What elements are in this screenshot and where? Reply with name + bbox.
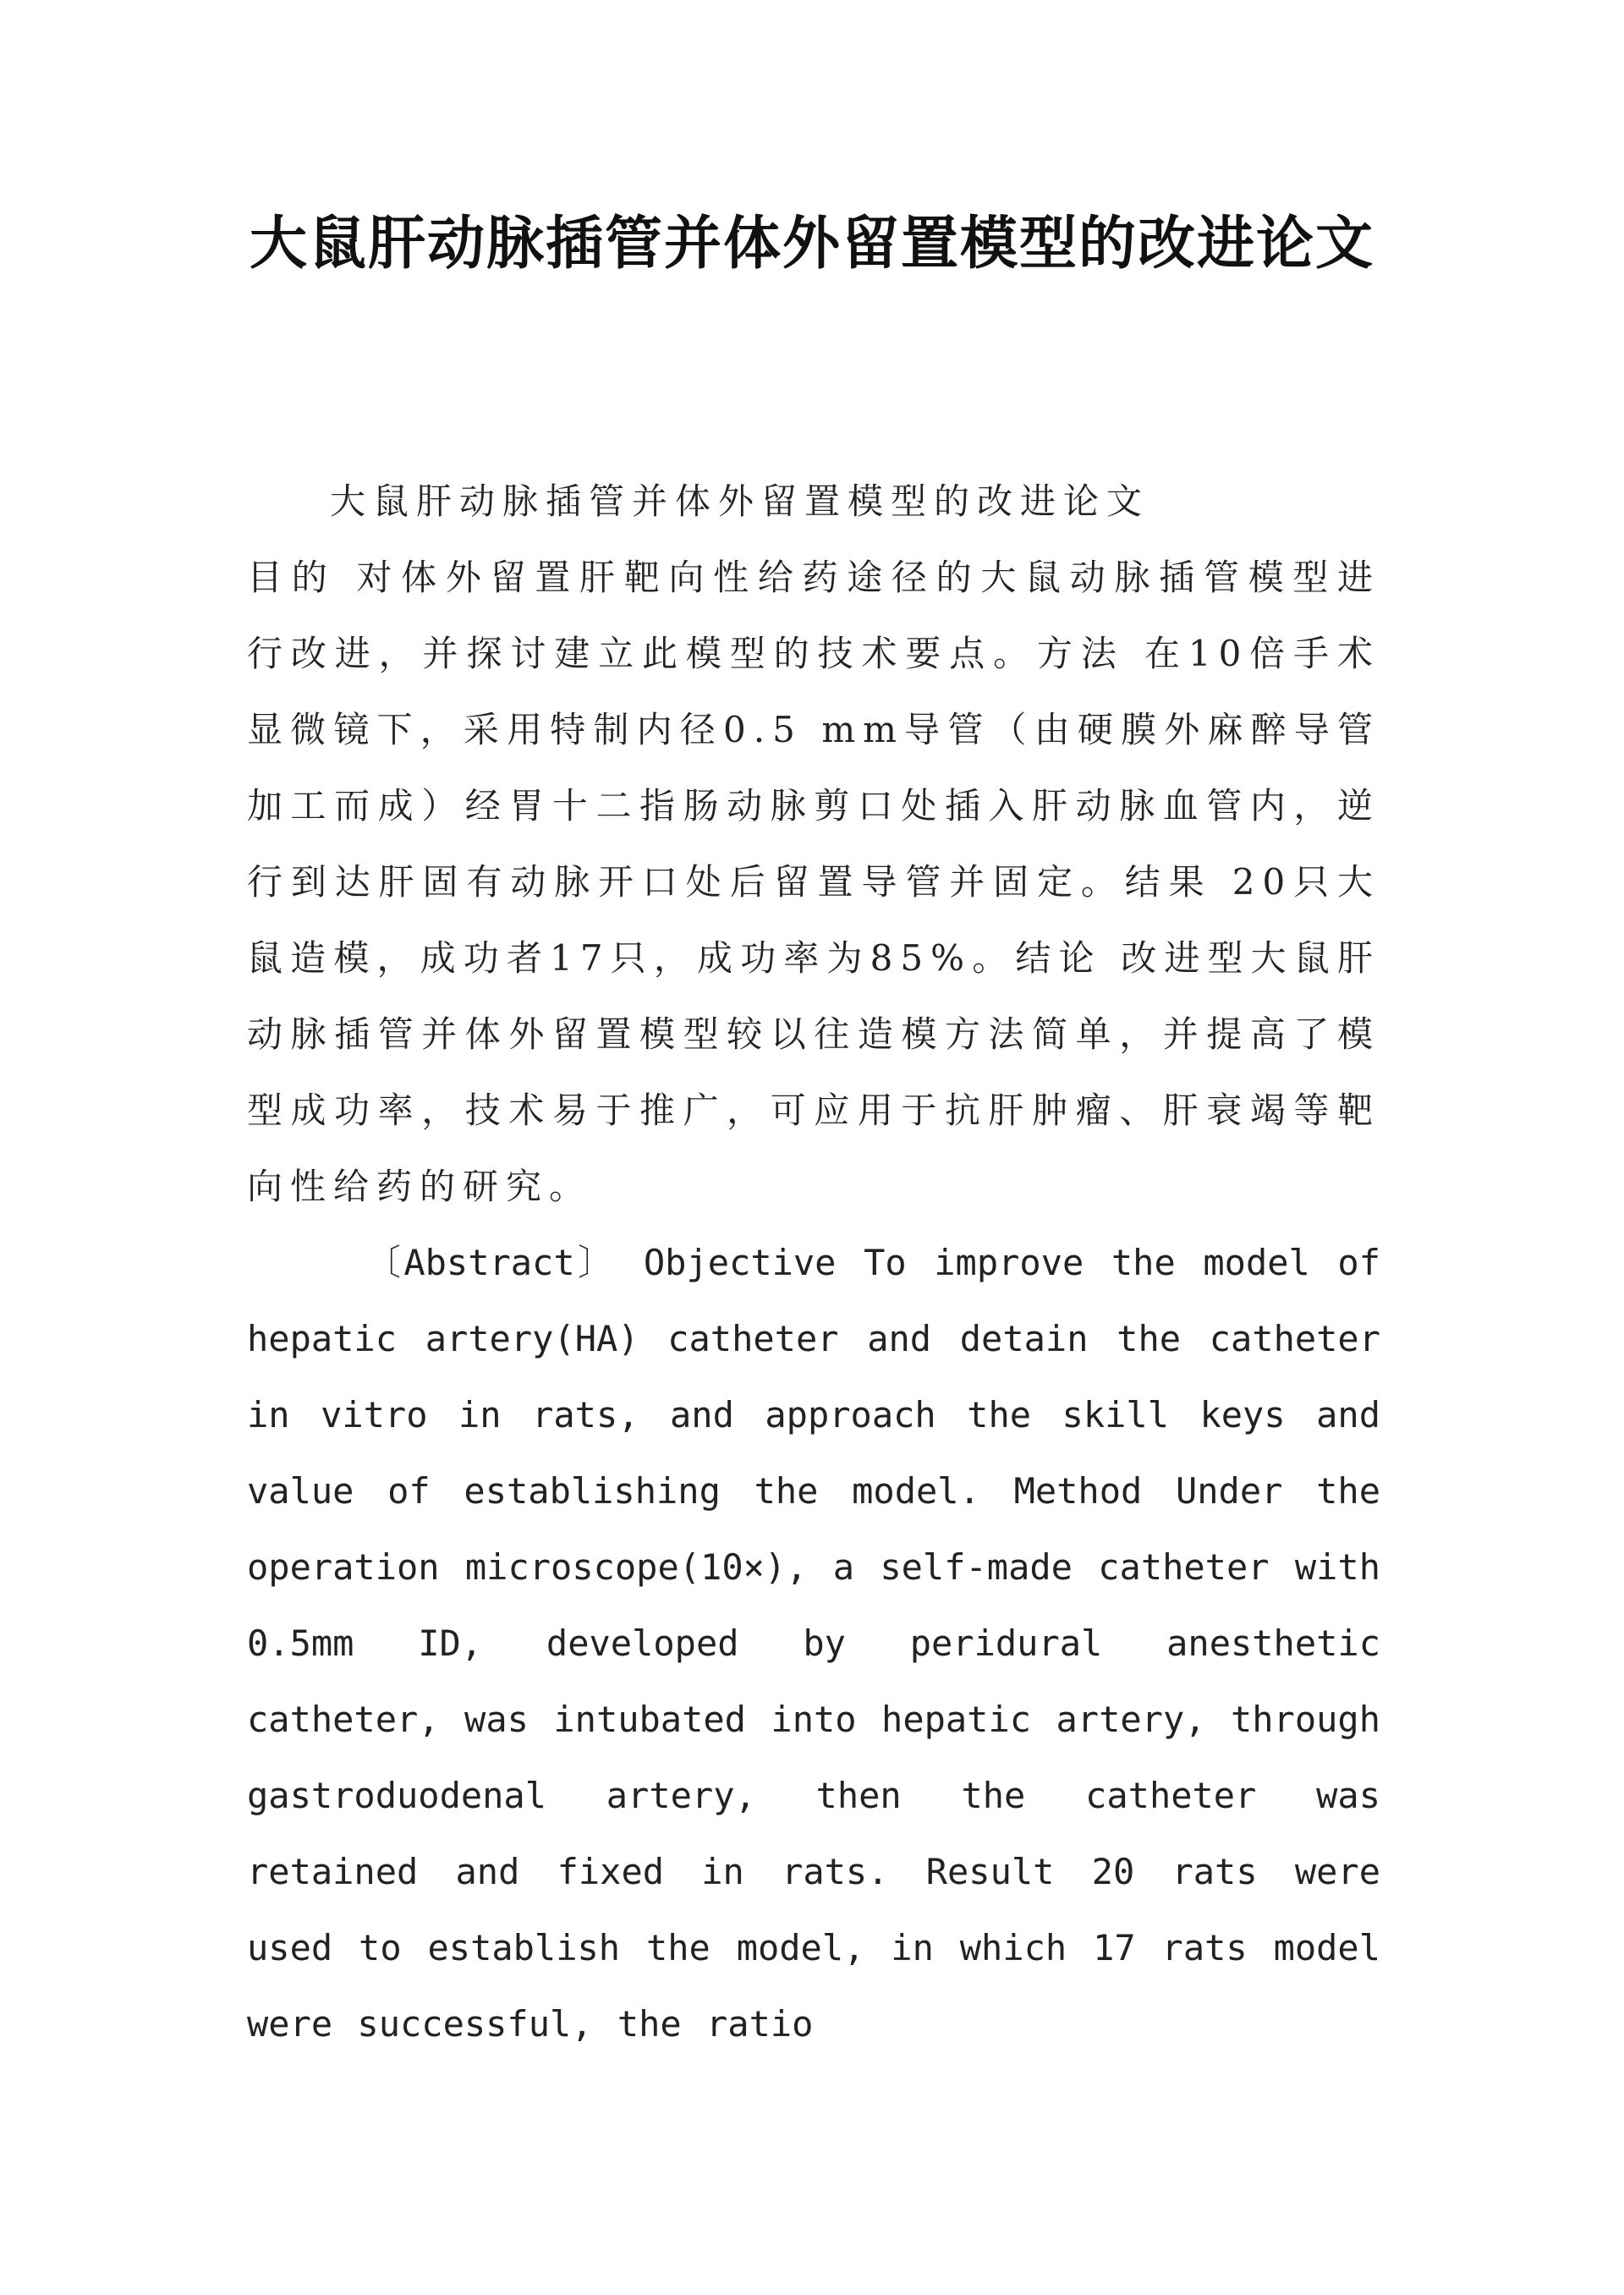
heading-repeat: 大鼠肝动脉插管并体外留置模型的改进论文 <box>330 480 1150 522</box>
english-abstract-paragraph: 〔Abstract〕 Objective To improve the model of hepatic artery(HA) catheter and detain the catheter in vitro in rats, and approach the skill keys and value of establishing the model. Method Under the operation microscope(10×), a self-made catheter with 0.5mm ID, developed by peridural anesthetic catheter, was intubated into hepatic artery, through gastroduodenal artery, then the catheter was retained and fixed in rats. Result 20 rats were used to establish the model, in which 17 rats model were successful, the ratio <box>247 1242 1380 2045</box>
document-body <box>247 464 1380 2062</box>
document-title: 大鼠肝动脉插管并体外留置模型的改进论文 <box>249 211 1374 277</box>
chinese-abstract-paragraph: 目的 对体外留置肝靶向性给药途径的大鼠动脉插管模型进行改进，并探讨建立此模型的技术要点。方法 在10倍手术显微镜下，采用特制内径0.5 mm导管（由硬膜外麻醉导管加工而成）经胃十二指肠动脉剪口处插入肝动脉血管内，逆行到达肝固有动脉开口处后留置导管并固定。结果 20只大鼠造模，成功者17只，成功率为85%。结论 改进型大鼠肝动脉插管并体外留置模型较以往造模方法简单，并提高了模型成功率，技术易于推广，可应用于抗肝肿瘤、肝衰竭等靶向性给药的研究。 <box>247 557 1380 1207</box>
chinese-abstract-section <box>247 464 1380 1225</box>
